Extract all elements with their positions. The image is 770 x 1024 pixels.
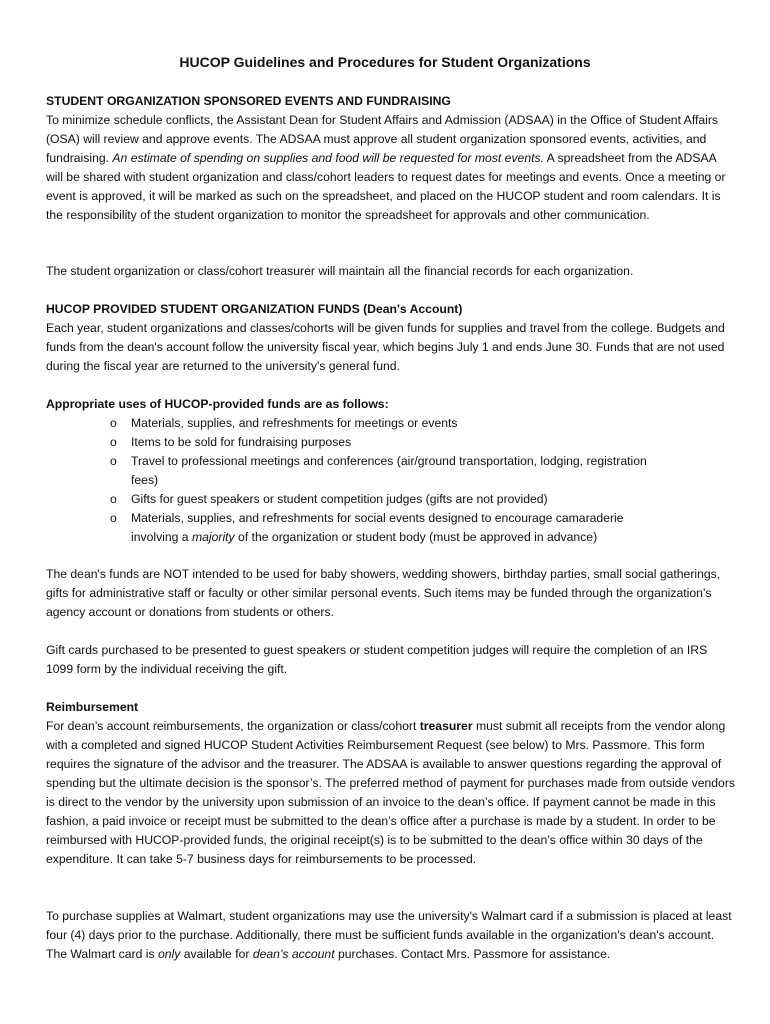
document-title: HUCOP Guidelines and Procedures for Student Organizations xyxy=(179,54,591,70)
not-intended-paragraph: The dean's funds are NOT intended to be used for baby showers, wedding showers, birthday parties, small social gatherings, gifts for administrative staff or faculty or other similar personal events. Such items may be funded through the organization’s agency account or donations from students or others. xyxy=(46,567,721,619)
list-item-text: Items to be sold for fundraising purposes xyxy=(131,435,352,449)
list-item-text xyxy=(131,511,624,544)
reimbursement-section xyxy=(46,698,736,869)
walmart-text-part-2: available for xyxy=(180,947,253,961)
bullet-marker: o xyxy=(110,511,117,525)
majority-emphasis: majority xyxy=(191,530,235,544)
list-item-text-part-2: of the organization or student body (must be approved in advance) xyxy=(234,530,598,544)
events-text-part-2: A spreadsheet from the ADSAA will be shared with student organization and class/cohort leaders to request dates for meetings and events. Once a meeting or event is approved, it will be marked as such on the spreadsheet, and placed on the HUCOP student and room calendars. It is the responsibility of the student organization to monitor the spreadsheet for approvals and other communication. xyxy=(46,151,726,222)
reimbursement-text-part-1: For dean’s account reimbursements, the organization or class/cohort xyxy=(46,719,420,733)
list-item xyxy=(110,490,670,509)
list-item xyxy=(110,452,670,490)
walmart-paragraph xyxy=(46,907,736,964)
only-emphasis: only xyxy=(157,947,181,961)
bullet-marker: o xyxy=(110,416,117,430)
walmart-text-part-1: To purchase supplies at Walmart, student organizations may use the university's Walmart card if a submission is placed at least four (4) days prior to the purchase. Additionally, there must be sufficient funds available in the organization's dean's account. The Walmart card is xyxy=(46,909,732,961)
not-intended-block xyxy=(46,565,736,622)
list-item-text-part-1: Materials, supplies, and refreshments for social events designed to encourage camaraderie involving a xyxy=(131,511,624,544)
list-item-text: Materials, supplies, and refreshments for meetings or events xyxy=(131,416,458,430)
list-item-text: Travel to professional meetings and conferences (air/ground transportation, lodging, registration fees) xyxy=(131,454,647,487)
list-item xyxy=(110,433,670,452)
appropriate-uses-list xyxy=(110,414,670,547)
list-item-text: Gifts for guest speakers or student competition judges (gifts are not provided) xyxy=(131,492,548,506)
events-text-part-1: To minimize schedule conflicts, the Assistant Dean for Student Affairs and Admission (ADSAA) in the Office of Student Affairs (OSA) will review and approve events. The ADSAA must approve all student organization sponsored events, activities, and fundraising. xyxy=(46,113,719,165)
appropriate-uses-heading: Appropriate uses of HUCOP-provided funds are as follows: xyxy=(46,397,389,411)
list-item xyxy=(110,414,670,433)
events-fundraising-paragraph xyxy=(46,111,736,225)
appropriate-uses-heading-block xyxy=(46,395,736,414)
events-estimate-note: An estimate of spending on supplies and food will be requested for most events. xyxy=(112,151,544,165)
bullet-marker: o xyxy=(110,454,117,468)
treasurer-paragraph: The student organization or class/cohort treasurer will maintain all the financial records for each organization. xyxy=(46,264,634,278)
reimbursement-paragraph xyxy=(46,717,736,869)
treasurer-emphasis: treasurer xyxy=(419,719,473,733)
list-item xyxy=(110,509,670,547)
bullet-marker: o xyxy=(110,435,117,449)
deans-account-emphasis: dean’s account xyxy=(252,947,335,961)
reimbursement-text-part-2: must submit all receipts from the vendor along with a completed and signed HUCOP Student Activities Reimbursement Request (see below) to Mrs. Passmore. This form requires the signature of the advisor and the treasurer. The ADSAA is available to answer questions regarding the approval of spending but the ultimate decision is the sponsor’s. The preferred method of payment for purchases made from outside vendors is direct to the vendor by the university upon submission of an invoice to the dean’s office. If payment cannot be made in this fashion, a paid invoice or receipt must be submitted to the dean’s office after a purchase is made by a student. In order to be reimbursed with HUCOP-provided funds, the original receipt(s) is to be submitted to the dean’s office within 30 days of the expenditure. It can take 5-7 business days for reimbursements to be processed. xyxy=(46,719,735,866)
gift-cards-paragraph: Gift cards purchased to be presented to guest speakers or student competition judges will require the completion of an IRS 1099 form by the individual receiving the gift. xyxy=(46,643,708,676)
reimbursement-heading: Reimbursement xyxy=(46,700,139,714)
walmart-text-part-3: purchases. Contact Mrs. Passmore for assistance. xyxy=(334,947,611,961)
events-fundraising-section xyxy=(46,92,736,225)
events-fundraising-heading: STUDENT ORGANIZATION SPONSORED EVENTS AND FUNDRAISING xyxy=(46,94,451,108)
deans-account-section xyxy=(46,300,736,376)
deans-account-paragraph: Each year, student organizations and classes/cohorts will be given funds for supplies and travel from the college. Budgets and funds from the dean's account follow the university fiscal year, which begins July 1 and ends June 30. Funds that are not used during the fiscal year are returned to the university's general fund. xyxy=(46,321,725,373)
gift-cards-block xyxy=(46,641,736,679)
deans-account-heading: HUCOP PROVIDED STUDENT ORGANIZATION FUNDS (Dean's Account) xyxy=(46,302,463,316)
walmart-block xyxy=(46,907,736,964)
treasurer-paragraph-block xyxy=(46,262,736,281)
bullet-marker: o xyxy=(110,492,117,506)
